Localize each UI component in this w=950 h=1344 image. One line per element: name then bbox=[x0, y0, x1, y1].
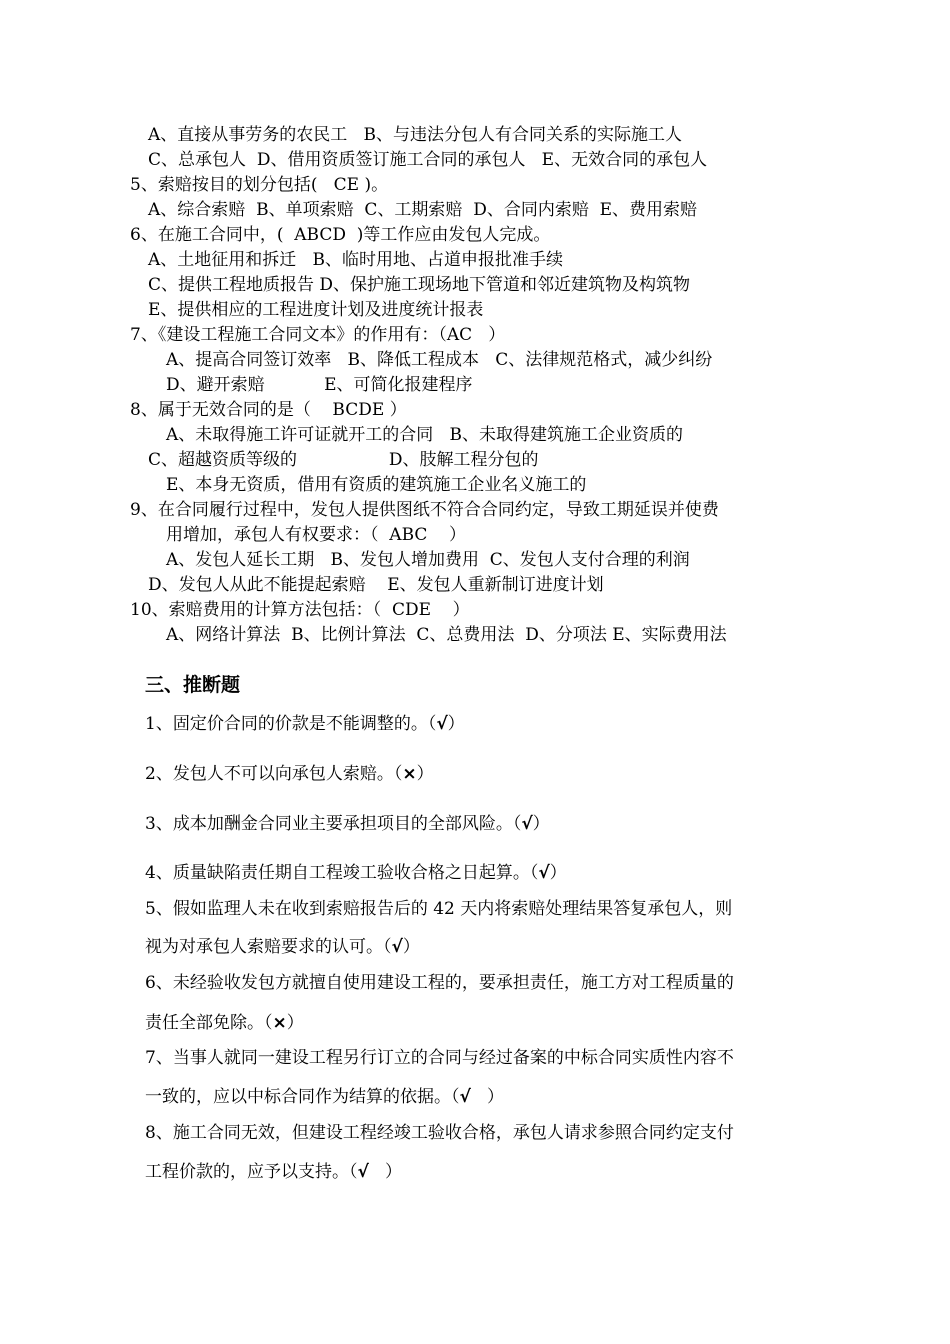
tf-item-6-line2 bbox=[145, 1012, 304, 1034]
tf-item-4 bbox=[145, 862, 567, 884]
tf-item-6-line1: 6、未经验收发包方就擅自使用建设工程的，要承担责任，施工方对工程质量的 bbox=[145, 973, 734, 993]
option-line: A、综合索赔 B、单项索赔 C、工期索赔 D、合同内索赔 E、费用索赔 bbox=[148, 200, 698, 220]
tf-text: 责任全部免除。（ bbox=[145, 1013, 273, 1033]
cross-mark-icon: × bbox=[402, 764, 417, 784]
tf-text: 工程价款的，应予以支持。（ bbox=[145, 1162, 358, 1182]
option-line: E、本身无资质，借用有资质的建筑施工企业名义施工的 bbox=[166, 475, 587, 495]
tf-item-5-line1: 5、假如监理人未在收到索赔报告后的 42 天内将索赔处理结果答复承包人，则 bbox=[145, 899, 733, 919]
option-line: E、提供相应的工程进度计划及进度统计报表 bbox=[148, 300, 484, 320]
tf-paren: ） bbox=[368, 1162, 403, 1182]
tf-item-7-line1: 7、当事人就同一建设工程另行订立的合同与经过备案的中标合同实质性内容不 bbox=[145, 1048, 734, 1068]
tf-paren: ） bbox=[549, 863, 567, 883]
check-mark-icon: √ bbox=[521, 814, 533, 834]
tf-item-8-line2 bbox=[145, 1161, 402, 1183]
section-title: 三、推断题 bbox=[145, 674, 241, 696]
tf-text: 3、成本加酬金合同业主要承担项目的全部风险。（ bbox=[145, 814, 522, 834]
option-line: A、提高合同签订效率 B、降低工程成本 C、法律规范格式，减少纠纷 bbox=[166, 350, 713, 370]
check-mark-icon: √ bbox=[357, 1162, 369, 1182]
tf-text: 2、发包人不可以向承包人索赔。（ bbox=[145, 764, 403, 784]
question-line: 用增加，承包人有权要求：（ ABC ） bbox=[166, 525, 467, 545]
option-line: C、超越资质等级的 D、肢解工程分包的 bbox=[148, 450, 539, 470]
tf-text: 4、质量缺陷责任期自工程竣工验收合格之日起算。（ bbox=[145, 863, 539, 883]
tf-paren: ） bbox=[402, 937, 420, 957]
check-mark-icon: √ bbox=[538, 863, 550, 883]
tf-text: 1、固定价合同的价款是不能调整的。（ bbox=[145, 714, 437, 734]
option-line: A、发包人延长工期 B、发包人增加费用 C、发包人支付合理的利润 bbox=[166, 550, 690, 570]
option-line: A、土地征用和拆迁 B、临时用地、占道申报批准手续 bbox=[148, 250, 563, 270]
option-line: A、网络计算法 B、比例计算法 C、总费用法 D、分项法 E、实际费用法 bbox=[166, 625, 727, 645]
question-line: 9、在合同履行过程中，发包人提供图纸不符合合同约定，导致工期延误并使费 bbox=[130, 500, 719, 520]
option-line: C、总承包人 D、借用资质签订施工合同的承包人 E、无效合同的承包人 bbox=[148, 150, 708, 170]
tf-item-3 bbox=[145, 813, 550, 835]
tf-text: 一致的，应以中标合同作为结算的依据。（ bbox=[145, 1087, 460, 1107]
tf-item-5-line2 bbox=[145, 936, 420, 958]
option-line: D、发包人从此不能提起索赔 E、发包人重新制订进度计划 bbox=[148, 575, 604, 595]
question-line: 8、属于无效合同的是（ BCDE ） bbox=[130, 400, 407, 420]
tf-paren: ） bbox=[286, 1013, 304, 1033]
tf-paren: ） bbox=[470, 1087, 505, 1107]
check-mark-icon: √ bbox=[459, 1087, 471, 1107]
question-line: 10、索赔费用的计算方法包括：（ CDE ） bbox=[130, 600, 470, 620]
option-line: A、直接从事劳务的农民工 B、与违法分包人有合同关系的实际施工人 bbox=[148, 125, 682, 145]
question-line: 5、索赔按目的划分包括( CE )。 bbox=[130, 175, 389, 195]
tf-paren: ） bbox=[532, 814, 550, 834]
cross-mark-icon: × bbox=[272, 1013, 287, 1033]
option-line: A、未取得施工许可证就开工的合同 B、未取得建筑施工企业资质的 bbox=[166, 425, 683, 445]
check-mark-icon: √ bbox=[391, 937, 403, 957]
tf-text: 视为对承包人索赔要求的认可。（ bbox=[145, 937, 392, 957]
question-line: 6、在施工合同中，( ABCD )等工作应由发包人完成。 bbox=[130, 225, 551, 245]
tf-paren: ） bbox=[416, 764, 434, 784]
question-line: 7、《建设工程施工合同文本》的作用有：（AC ） bbox=[130, 325, 506, 345]
tf-item-8-line1: 8、施工合同无效，但建设工程经竣工验收合格，承包人请求参照合同约定支付 bbox=[145, 1123, 734, 1143]
tf-item-1 bbox=[145, 713, 465, 735]
option-line: C、提供工程地质报告 D、保护施工现场地下管道和邻近建筑物及构筑物 bbox=[148, 275, 691, 295]
tf-item-2 bbox=[145, 763, 434, 785]
option-line: D、避开索赔 E、可简化报建程序 bbox=[166, 375, 473, 395]
tf-item-7-line2 bbox=[145, 1086, 504, 1108]
check-mark-icon: √ bbox=[436, 714, 448, 734]
tf-paren: ） bbox=[447, 714, 465, 734]
